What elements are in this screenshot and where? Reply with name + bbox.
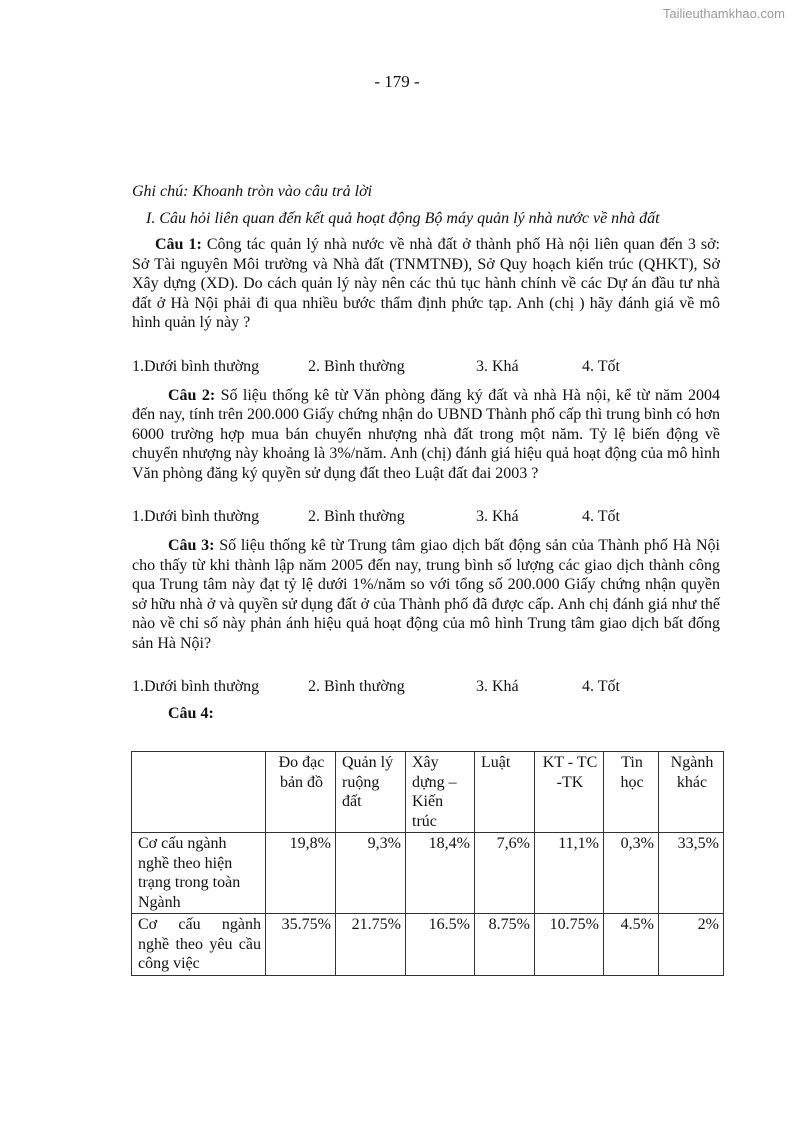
- question-2: [132, 386, 720, 484]
- option-good[interactable]: 3. Khá: [476, 508, 519, 525]
- option-good[interactable]: 3. Khá: [476, 357, 519, 375]
- question-1: [132, 235, 720, 333]
- question-2-options: [132, 507, 720, 527]
- table-header-cell: KT - TC -TK: [535, 752, 604, 833]
- question-3-text: Số liệu thống kê từ Trung tâm giao dịch bất động sản của Thành phố Hà Nội cho thấy từ khi thành lập năm 2005 đến nay, trung bình số lượng các giao dịch thành công qua Trung tâm này đạt tỷ lệ dưới 1%/năm so với tổng số 200.000 Giấy chứng nhận quyền sở hữu nhà ở và quyền sử dụng đất ở của Thành phố đã được cấp. Anh chị đánh giá như thế nào về chỉ số này phản ánh hiệu quả hoạt động của mô hình Trung tâm giao dịch bất đống sản Hà Nội?: [132, 537, 721, 652]
- table-row-label: Cơ cấu ngành nghề theo hiện trạng trong toàn Ngành: [132, 833, 266, 914]
- option-below-normal[interactable]: 1.Dưới bình thường: [132, 678, 260, 695]
- table-cell: 9,3%: [336, 833, 406, 914]
- option-normal[interactable]: 2. Bình thường: [308, 357, 405, 375]
- table-cell: 19,8%: [266, 833, 336, 914]
- table-cell: 33,5%: [659, 833, 724, 914]
- option-very-good[interactable]: 4. Tốt: [582, 508, 620, 525]
- table-cell: 35.75%: [266, 914, 336, 976]
- question-2-label: Câu 2:: [168, 386, 216, 404]
- table-cell: 4.5%: [604, 914, 659, 976]
- question-2-text: Số liệu thống kê từ Văn phòng đăng ký đất và nhà Hà nội, kể từ năm 2004 đến nay, tính trên 200.000 Giấy chứng nhận do UBND Thành phố cấp thì trung bình có hơn 6000 trường hợp mua bán chuyển nhượng nhà đất trong một năm. Tỷ lệ biến động về chuyển nhượng này khoảng là 3%/năm. Anh (chị) đánh giá hiệu quả hoạt động của mô hình Văn phòng đăng ký quyền sử dụng đất theo Luật đất đai 2003 ?: [132, 386, 721, 482]
- table-row: [132, 833, 724, 914]
- option-normal[interactable]: 2. Bình thường: [308, 678, 405, 695]
- table-row-label: Cơ cấu ngành nghề theo yêu cầu công việc: [132, 914, 266, 976]
- table-cell: 21.75%: [336, 914, 406, 976]
- table-header-cell: [132, 752, 266, 833]
- table-cell: 8.75%: [475, 914, 535, 976]
- table-cell: 7,6%: [475, 833, 535, 914]
- option-very-good[interactable]: 4. Tốt: [582, 678, 620, 695]
- table-header-cell: Xây dựng – Kiến trúc: [406, 752, 475, 833]
- table-header-cell: Tin học: [604, 752, 659, 833]
- watermark: Tailieuthamkhao.com: [662, 6, 785, 21]
- table-cell: 18,4%: [406, 833, 475, 914]
- table-header-cell: Quản lý ruộng đất: [336, 752, 406, 833]
- question-1-label: Câu 1:: [155, 236, 202, 253]
- question-3-label: Câu 3:: [168, 537, 215, 554]
- question-4-label: Câu 4:: [168, 705, 214, 722]
- option-good[interactable]: 3. Khá: [476, 678, 519, 695]
- page-number: - 179 -: [374, 72, 420, 91]
- table-cell: 2%: [659, 914, 724, 976]
- question-1-options: [132, 357, 720, 377]
- question-3: [132, 536, 720, 653]
- table-cell: 10.75%: [535, 914, 604, 976]
- table-header-cell: Luật: [475, 752, 535, 833]
- instruction-note: Ghi chú: Khoanh tròn vào câu trả lời: [132, 183, 373, 200]
- table-cell: 0,3%: [604, 833, 659, 914]
- document-body: [132, 182, 720, 724]
- option-below-normal[interactable]: 1.Dưới bình thường: [132, 508, 260, 525]
- table-cell: 11,1%: [535, 833, 604, 914]
- question-1-text: Công tác quản lý nhà nước về nhà đất ở thành phố Hà nội liên quan đến 3 sở: Sở Tài nguyên Môi trường và Nhà đất (TNMTNĐ), Sở Quy hoạch kiến trúc (QHKT), Sở Xây dựng (XD). Do cách quản lý này nên các thủ tục hành chính về các Dự án đầu tư nhà đất ở Hà Nội phải đi qua nhiều bước thẩm định phức tạp. Anh (chị ) hãy đánh giá về mô hình quản lý này ?: [132, 236, 721, 331]
- option-below-normal[interactable]: 1.Dưới bình thường: [132, 357, 260, 375]
- table-cell: 16.5%: [406, 914, 475, 976]
- table-row: [132, 914, 724, 976]
- option-very-good[interactable]: 4. Tốt: [582, 357, 620, 375]
- question-3-options: [132, 677, 720, 697]
- question-4-table: [131, 751, 724, 976]
- option-normal[interactable]: 2. Bình thường: [308, 508, 405, 525]
- table-header-row: [132, 752, 724, 833]
- section-heading: I. Câu hỏi liên quan đến kết quả hoạt động Bộ máy quản lý nhà nước về nhà đất: [146, 209, 660, 227]
- table-header-cell: Ngành khác: [659, 752, 724, 833]
- table-header-cell: Đo đạc bản đồ: [266, 752, 336, 833]
